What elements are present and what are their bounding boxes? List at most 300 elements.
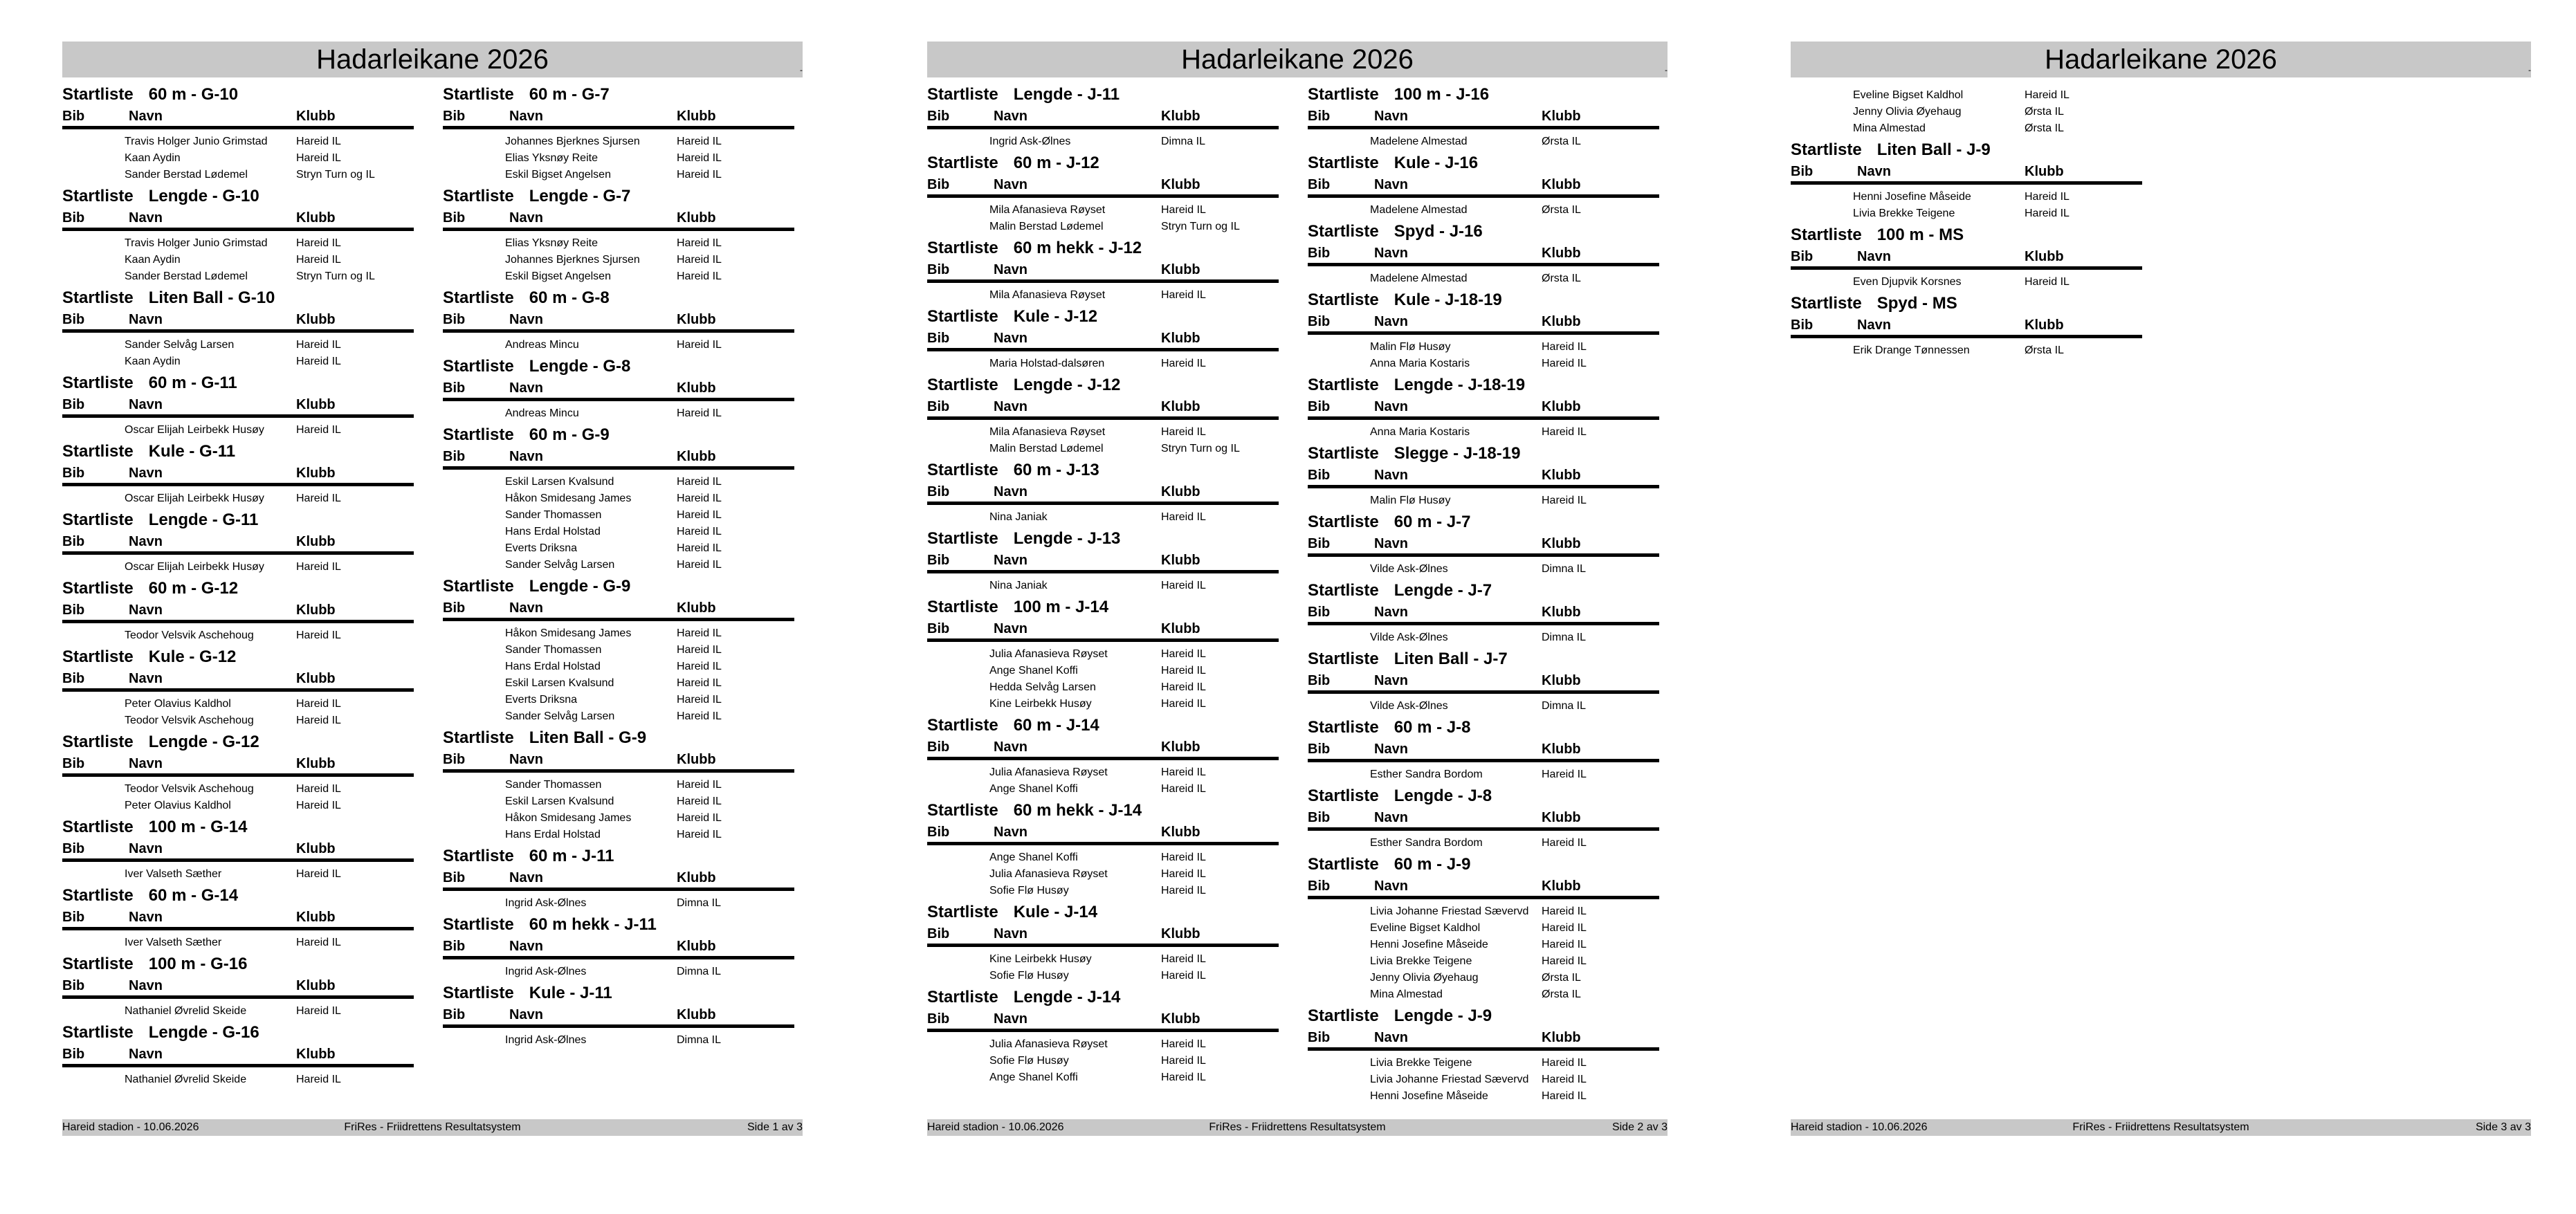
athlete-row	[1308, 953, 1659, 970]
event-name: 100 m - J-16	[1394, 85, 1490, 104]
startliste-label: Startliste	[1791, 294, 1862, 313]
athlete-name: Travis Holger Junio Grimstad	[125, 237, 268, 249]
athlete-club: Hareid IL	[296, 1005, 341, 1017]
athlete-name: Ingrid Ask-Ølnes	[505, 1034, 587, 1046]
athlete-name: Elias Yksnøy Reite	[505, 152, 598, 164]
section-title	[927, 527, 1279, 551]
event-name: Kule - G-12	[148, 647, 237, 666]
column-header-row	[443, 378, 794, 401]
athlete-rows	[1308, 762, 1659, 784]
klubb-header: Klubb	[1161, 331, 1200, 346]
section-title	[1791, 223, 2142, 247]
report-page	[1791, 42, 2531, 1136]
athlete-row	[62, 559, 414, 576]
section-title	[927, 374, 1279, 397]
athlete-row	[443, 405, 794, 422]
athlete-rows	[1308, 266, 1659, 288]
event-name: Lengde - J-7	[1394, 581, 1492, 600]
start-list-column	[443, 83, 794, 1050]
athlete-name: Malin Berstad Lødemel	[989, 443, 1104, 454]
athlete-name: Sander Berstad Lødemel	[125, 169, 248, 181]
athlete-name: Madelene Almestad	[1370, 273, 1468, 284]
athlete-row	[927, 883, 1279, 899]
navn-header: Navn	[509, 939, 543, 954]
section-title	[1308, 288, 1659, 312]
page-header	[1791, 42, 2531, 77]
athlete-rows	[443, 333, 794, 355]
start-list-section	[1308, 151, 1659, 220]
column-header-row	[1308, 107, 1659, 129]
navn-header: Navn	[509, 449, 543, 464]
start-list-section	[927, 151, 1279, 237]
section-title	[62, 577, 414, 600]
section-title	[62, 440, 414, 463]
section-title	[1791, 138, 2142, 162]
athlete-club: Hareid IL	[1161, 1072, 1206, 1083]
navn-header: Navn	[509, 870, 543, 885]
startliste-label: Startliste	[443, 187, 514, 205]
navn-header: Navn	[509, 210, 543, 226]
column-header-row	[443, 447, 794, 470]
navn-header: Navn	[129, 756, 163, 771]
start-list-section	[927, 986, 1279, 1087]
athlete-row	[1308, 356, 1659, 372]
section-title	[927, 237, 1279, 260]
athlete-club: Hareid IL	[677, 339, 722, 351]
start-list-section	[1308, 288, 1659, 374]
navn-header: Navn	[1374, 314, 1408, 329]
bib-header: Bib	[443, 939, 466, 954]
navn-header: Navn	[1857, 318, 1891, 333]
athlete-club: Ørsta IL	[2025, 344, 2064, 356]
athlete-name: Kaan Aydin	[125, 356, 181, 367]
page-title: Hadarleikane 2026	[316, 44, 549, 75]
bib-header: Bib	[927, 331, 950, 346]
start-list-section	[927, 596, 1279, 714]
start-list-section	[443, 982, 794, 1050]
navn-header: Navn	[1374, 605, 1408, 620]
athlete-club: Hareid IL	[1161, 204, 1206, 216]
athlete-club: Hareid IL	[1161, 852, 1206, 863]
column-header-row	[1308, 1028, 1659, 1051]
startliste-label: Startliste	[927, 85, 998, 104]
athlete-club: Hareid IL	[296, 561, 341, 573]
athlete-rows	[927, 505, 1279, 527]
athlete-row	[443, 490, 794, 507]
athlete-rows	[443, 129, 794, 185]
bib-header: Bib	[927, 262, 950, 277]
athlete-club: Hareid IL	[296, 629, 341, 641]
bib-header: Bib	[1308, 399, 1331, 414]
athlete-row	[1308, 937, 1659, 953]
start-list-section	[1791, 138, 2142, 223]
athlete-rows	[443, 891, 794, 913]
start-list-section	[62, 1021, 414, 1089]
klubb-header: Klubb	[677, 380, 716, 396]
athlete-club: Hareid IL	[1542, 1074, 1587, 1085]
athlete-name: Kaan Aydin	[125, 152, 181, 164]
section-title	[62, 1021, 414, 1045]
athlete-name: Peter Olavius Kaldhol	[125, 800, 231, 811]
athlete-club: Hareid IL	[677, 254, 722, 266]
athlete-rows	[927, 283, 1279, 305]
footer-venue-date: Hareid stadion - 10.06.2026	[1791, 1121, 1928, 1133]
column-header-row	[62, 395, 414, 418]
athlete-row	[1308, 134, 1659, 150]
athlete-row	[927, 202, 1279, 219]
athlete-name: Sander Thomassen	[505, 644, 602, 656]
athlete-club: Hareid IL	[677, 829, 722, 840]
athlete-row	[62, 150, 414, 167]
athlete-row	[62, 422, 414, 439]
athlete-club: Dimna IL	[1542, 700, 1587, 712]
athlete-row	[1791, 87, 2142, 104]
section-title	[62, 286, 414, 310]
navn-header: Navn	[129, 978, 163, 993]
athlete-row	[1791, 342, 2142, 359]
start-list-section	[1308, 83, 1659, 151]
column-header-row	[62, 463, 414, 486]
bib-header: Bib	[443, 600, 466, 616]
startliste-label: Startliste	[443, 85, 514, 104]
column-header-row	[1308, 175, 1659, 198]
navn-header: Navn	[509, 600, 543, 616]
athlete-name: Hans Erdal Holstad	[505, 661, 601, 672]
athlete-club: Hareid IL	[1161, 580, 1206, 591]
athlete-club: Hareid IL	[296, 937, 341, 948]
navn-header: Navn	[994, 739, 1027, 755]
athlete-rows	[1791, 83, 2142, 138]
athlete-name: Teodor Velsvik Aschehoug	[125, 715, 254, 726]
athlete-club: Hareid IL	[677, 152, 722, 164]
start-list-column	[927, 83, 1279, 1087]
header-mark: -	[1665, 65, 1668, 75]
klubb-header: Klubb	[1161, 177, 1200, 192]
startliste-label: Startliste	[443, 847, 514, 865]
athlete-club: Hareid IL	[2025, 276, 2070, 288]
athlete-name: Julia Afanasieva Røyset	[989, 648, 1108, 660]
navn-header: Navn	[994, 1011, 1027, 1027]
event-name: Liten Ball - J-9	[1876, 140, 1991, 159]
startliste-label: Startliste	[62, 647, 134, 666]
athlete-name: Julia Afanasieva Røyset	[989, 766, 1108, 778]
athlete-name: Sander Thomassen	[505, 779, 602, 791]
athlete-row	[1791, 205, 2142, 222]
athlete-row	[927, 968, 1279, 984]
athlete-rows	[62, 333, 414, 371]
athlete-club: Dimna IL	[1542, 563, 1587, 575]
athlete-name: Johannes Bjerknes Sjursen	[505, 136, 640, 147]
athlete-club: Stryn Turn og IL	[1161, 443, 1240, 454]
athlete-row	[443, 134, 794, 150]
header-mark: -	[2528, 65, 2531, 75]
klubb-header: Klubb	[296, 603, 336, 618]
bib-header: Bib	[62, 603, 85, 618]
athlete-club: Stryn Turn og IL	[296, 169, 375, 181]
event-name: Lengde - J-12	[1013, 376, 1121, 394]
athlete-club: Dimna IL	[677, 1034, 722, 1046]
footer-system: FriRes - Friidrettens Resultatsystem	[2072, 1121, 2249, 1133]
athlete-row	[1791, 104, 2142, 120]
athlete-club: Dimna IL	[677, 897, 722, 909]
startliste-label: Startliste	[62, 1023, 134, 1042]
athlete-row	[62, 1072, 414, 1088]
footer-page-number: Side 3 av 3	[2475, 1121, 2531, 1133]
athlete-row	[443, 507, 794, 524]
startliste-label: Startliste	[927, 376, 998, 394]
page-title: Hadarleikane 2026	[2045, 44, 2277, 75]
bib-header: Bib	[443, 752, 466, 767]
athlete-club: Hareid IL	[296, 800, 341, 811]
bib-header: Bib	[927, 825, 950, 840]
athlete-name: Ange Shanel Koffi	[989, 783, 1078, 795]
navn-header: Navn	[994, 177, 1027, 192]
startliste-label: Startliste	[927, 529, 998, 548]
athlete-rows	[927, 351, 1279, 374]
athlete-name: Anna Maria Kostaris	[1370, 426, 1470, 438]
navn-header: Navn	[129, 312, 163, 327]
klubb-header: Klubb	[2025, 249, 2064, 264]
event-name: 60 m - J-14	[1013, 716, 1099, 735]
start-list-section	[62, 645, 414, 730]
startliste-label: Startliste	[1308, 376, 1379, 394]
event-name: Slegge - J-18-19	[1394, 444, 1521, 463]
athlete-name: Sander Berstad Lødemel	[125, 270, 248, 282]
startliste-label: Startliste	[443, 288, 514, 307]
column-header-row	[443, 1005, 794, 1028]
navn-header: Navn	[129, 910, 163, 925]
athlete-club: Hareid IL	[1542, 955, 1587, 967]
start-list-section	[927, 305, 1279, 374]
navn-header: Navn	[994, 262, 1027, 277]
athlete-rows	[1791, 338, 2142, 360]
athlete-name: Travis Holger Junio Grimstad	[125, 136, 268, 147]
athlete-rows	[1308, 129, 1659, 151]
event-name: Kule - J-14	[1013, 903, 1098, 921]
section-title	[62, 645, 414, 669]
athlete-club: Hareid IL	[677, 169, 722, 181]
klubb-header: Klubb	[1542, 879, 1581, 894]
athlete-name: Teodor Velsvik Aschehoug	[125, 783, 254, 795]
athlete-club: Stryn Turn og IL	[1161, 221, 1240, 232]
startliste-label: Startliste	[1308, 85, 1379, 104]
start-list-section	[1308, 784, 1659, 853]
athlete-name: Ange Shanel Koffi	[989, 1072, 1078, 1083]
athlete-name: Mila Afanasieva Røyset	[989, 204, 1106, 216]
klubb-header: Klubb	[1542, 399, 1581, 414]
navn-header: Navn	[1374, 468, 1408, 483]
bib-header: Bib	[62, 978, 85, 993]
navn-header: Navn	[509, 312, 543, 327]
klubb-header: Klubb	[1161, 553, 1200, 568]
athlete-row	[927, 1053, 1279, 1069]
startliste-label: Startliste	[443, 984, 514, 1002]
athlete-rows	[1308, 694, 1659, 716]
navn-header: Navn	[994, 331, 1027, 346]
athlete-row	[1791, 189, 2142, 205]
start-list-column	[1308, 83, 1659, 1106]
bib-header: Bib	[927, 399, 950, 414]
athlete-club: Ørsta IL	[2025, 122, 2064, 134]
athlete-row	[443, 540, 794, 557]
athlete-name: Sofie Flø Husøy	[989, 885, 1069, 896]
event-name: 60 m - G-8	[529, 288, 610, 307]
section-title	[1308, 853, 1659, 876]
page-title: Hadarleikane 2026	[1181, 44, 1414, 75]
athlete-rows	[62, 862, 414, 884]
bib-header: Bib	[443, 1007, 466, 1022]
athlete-club: Hareid IL	[1161, 665, 1206, 677]
navn-header: Navn	[1374, 177, 1408, 192]
klubb-header: Klubb	[677, 449, 716, 464]
athlete-rows	[927, 129, 1279, 151]
bib-header: Bib	[62, 756, 85, 771]
klubb-header: Klubb	[677, 1007, 716, 1022]
start-list-section	[443, 575, 794, 726]
navn-header: Navn	[1374, 246, 1408, 261]
athlete-club: Hareid IL	[1161, 358, 1206, 369]
column-header-row	[1308, 466, 1659, 488]
athlete-name: Esther Sandra Bordom	[1370, 769, 1483, 780]
athlete-club: Hareid IL	[677, 136, 722, 147]
athlete-name: Sander Selvåg Larsen	[505, 559, 615, 571]
bib-header: Bib	[1308, 468, 1331, 483]
section-title	[1791, 292, 2142, 315]
bib-header: Bib	[1308, 246, 1331, 261]
footer-system: FriRes - Friidrettens Resultatsystem	[1209, 1121, 1386, 1133]
athlete-row	[62, 490, 414, 507]
athlete-name: Oscar Elijah Leirbekk Husøy	[125, 561, 264, 573]
athlete-name: Mina Almestad	[1853, 122, 1926, 134]
section-title	[443, 355, 794, 378]
bib-header: Bib	[927, 739, 950, 755]
event-name: Lengde - G-16	[148, 1023, 259, 1042]
athlete-club: Hareid IL	[677, 542, 722, 554]
athlete-name: Nathaniel Øvrelid Skeide	[125, 1005, 247, 1017]
athlete-rows	[1308, 335, 1659, 374]
start-list-section	[62, 508, 414, 577]
navn-header: Navn	[509, 109, 543, 124]
athlete-row	[1308, 970, 1659, 986]
start-list-section	[62, 440, 414, 508]
athlete-name: Henni Josefine Måseide	[1370, 1090, 1488, 1102]
klubb-header: Klubb	[1542, 742, 1581, 757]
startliste-label: Startliste	[1308, 513, 1379, 531]
athlete-name: Ange Shanel Koffi	[989, 852, 1078, 863]
athlete-club: Hareid IL	[296, 868, 341, 880]
bib-header: Bib	[1308, 673, 1331, 688]
athlete-row	[927, 951, 1279, 968]
report-page	[62, 42, 803, 1136]
start-list-section	[443, 913, 794, 982]
athlete-rows	[927, 1032, 1279, 1087]
athlete-row	[443, 167, 794, 183]
athlete-rows	[62, 486, 414, 508]
navn-header: Navn	[994, 926, 1027, 941]
page-header	[62, 42, 803, 77]
athlete-name: Eveline Bigset Kaldhol	[1370, 922, 1481, 934]
athlete-name: Jenny Olivia Øyehaug	[1370, 972, 1479, 984]
klubb-header: Klubb	[296, 210, 336, 226]
section-title	[443, 185, 794, 208]
bib-header: Bib	[1791, 318, 1814, 333]
athlete-rows	[1308, 420, 1659, 442]
section-title	[443, 423, 794, 447]
klubb-header: Klubb	[296, 109, 336, 124]
start-list-section	[927, 459, 1279, 527]
athlete-club: Hareid IL	[677, 812, 722, 824]
startliste-label: Startliste	[927, 988, 998, 1006]
startliste-label: Startliste	[62, 187, 134, 205]
event-name: Liten Ball - G-9	[529, 728, 647, 747]
athlete-club: Hareid IL	[1542, 426, 1587, 438]
event-name: Lengde - J-18-19	[1394, 376, 1526, 394]
athlete-name: Oscar Elijah Leirbekk Husøy	[125, 493, 264, 504]
athlete-rows	[443, 470, 794, 575]
event-name: Kule - G-11	[148, 442, 236, 461]
section-title	[443, 845, 794, 868]
section-title	[1308, 784, 1659, 808]
event-name: Lengde - G-12	[148, 733, 259, 751]
athlete-club: Hareid IL	[1161, 783, 1206, 795]
column-header-row	[1308, 397, 1659, 420]
athlete-rows	[62, 692, 414, 730]
athlete-row	[62, 353, 414, 370]
start-list-section	[1791, 292, 2142, 360]
column-header-row	[62, 754, 414, 777]
athlete-club: Hareid IL	[677, 627, 722, 639]
athlete-name: Hedda Selvåg Larsen	[989, 681, 1096, 693]
column-header-row	[1308, 876, 1659, 899]
athlete-name: Ingrid Ask-Ølnes	[505, 966, 587, 977]
startliste-label: Startliste	[927, 801, 998, 820]
klubb-header: Klubb	[1542, 605, 1581, 620]
start-list-section	[62, 83, 414, 185]
page-footer	[62, 1119, 803, 1136]
startliste-label: Startliste	[443, 728, 514, 747]
event-name: 60 m - J-11	[529, 847, 614, 865]
athlete-club: Hareid IL	[677, 795, 722, 807]
navn-header: Navn	[129, 109, 163, 124]
athlete-club: Hareid IL	[1161, 1055, 1206, 1067]
athlete-rows	[62, 930, 414, 953]
event-name: 60 m - J-12	[1013, 154, 1099, 172]
startliste-label: Startliste	[1308, 787, 1379, 805]
athlete-row	[62, 627, 414, 644]
section-title	[443, 913, 794, 937]
athlete-row	[927, 1069, 1279, 1086]
athlete-club: Hareid IL	[1161, 698, 1206, 710]
athlete-name: Ange Shanel Koffi	[989, 665, 1078, 677]
klubb-header: Klubb	[677, 312, 716, 327]
klubb-header: Klubb	[1542, 1030, 1581, 1045]
column-header-row	[927, 482, 1279, 505]
athlete-club: Hareid IL	[296, 698, 341, 710]
athlete-club: Hareid IL	[677, 493, 722, 504]
bib-header: Bib	[62, 312, 85, 327]
athlete-rows	[1791, 185, 2142, 223]
page-footer	[927, 1119, 1668, 1136]
athlete-name: Livia Johanne Friestad Sævervd	[1370, 905, 1529, 917]
section-title	[927, 305, 1279, 329]
athlete-row	[62, 935, 414, 951]
start-list-section	[1308, 511, 1659, 579]
athlete-name: Nina Janiak	[989, 511, 1048, 523]
section-title	[62, 953, 414, 976]
athlete-club: Ørsta IL	[1542, 136, 1581, 147]
athlete-name: Erik Drange Tønnessen	[1853, 344, 1970, 356]
page-footer	[1791, 1119, 2531, 1136]
